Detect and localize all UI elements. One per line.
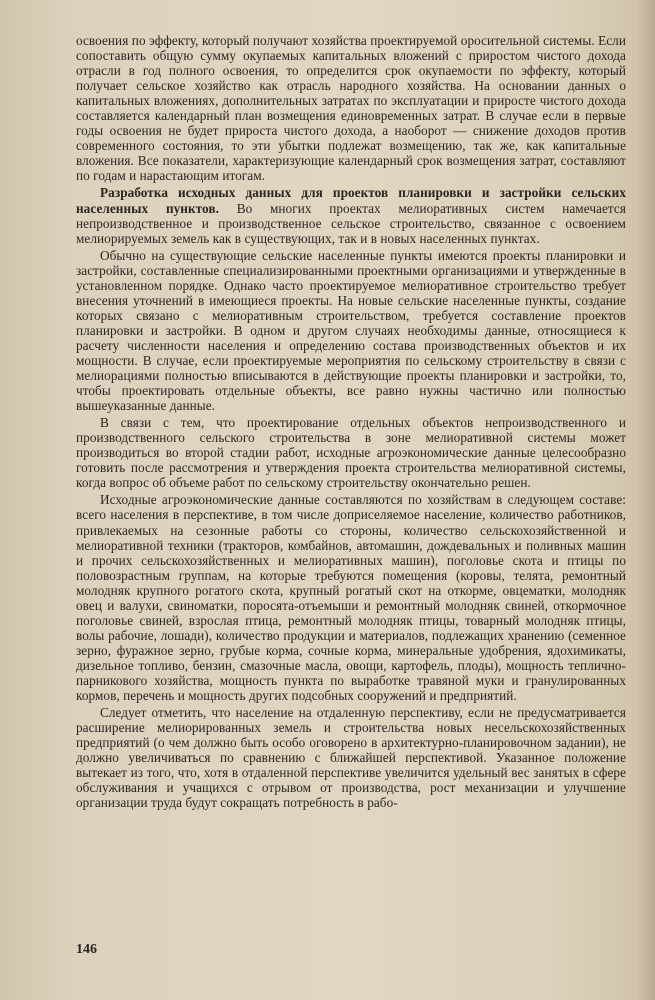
paragraph-5-text: Исходные агроэкономические данные составляются по хозяйствам в следующем составе: всего населения в перспективе, в том числе доприселяемое население, количество работников, привлекаемых на сезонные работы со стороны, количество сельскохозяйственной и мелиоративной техники (тракторов, комбайнов, автомашин, дождевальных и поливных машин и прочих сельскохозяйственных и мелиоративных машин), поголовье скота и птицы по половозрастным группам, на которые требуются помещения (коровы, телята, ремонтный молодняк крупного рогатого скота, крупный рогатый скот на откорме, овцематки, молодняк овец и валухи, свиноматки, поросята-отъемыши и ремонтный молодняк свиней, откормочное поголовье свиней, взрослая птица, ремонтный молодняк птицы, товарный молодняк птицы, волы рабочие, лошади), количество продукции и материалов, подлежащих хранению (семенное зерно, фуражное зерно, грубые корма, сочные корма, минеральные удобрения, ядохимикаты, дизельное топливо, бензин, смазочные масла, овощи, картофель, плоды), мощность теплично-парникового хозяйства, мощность пункта по выработке травяной муки и гранулированных кормов, перечень и мощность других подсобных сооружений и предприятий. bbox=[76, 492, 626, 704]
paragraph-4 bbox=[76, 415, 626, 490]
paragraph-3 bbox=[76, 248, 626, 414]
main-text-column bbox=[76, 33, 626, 810]
paragraph-5 bbox=[76, 492, 626, 703]
section-heading-planning-data: Разработка исходных данных для проектов планировки и застройки сельских населенных пунктов. bbox=[76, 185, 626, 216]
paragraph-2-text: Во многих проектах мелиоративных систем намечается непроизводственное и производственное сельское строительство, связанное с освоением мелиорируемых земель как в существующих, так и в новых населенных пунктах. bbox=[76, 200, 626, 246]
page-edge-shadow bbox=[637, 0, 655, 1000]
paragraph-1-text: освоения по эффекту, который получают хозяйства проектируемой оросительной системы. Если сопоставить общую сумму окупаемых капитальных вложений с приростом чистого дохода отрасли в год полного освоения, то определится срок окупаемости по эффекту, который получает сельское хозяйство как отрасль народного хозяйства. На основании данных о капитальных вложениях, дополнительных затратах по эксплуатации и приросте чистого дохода составляется календарный план возмещения единовременных затрат. В случае если в первые годы освоения не будет прироста чистого дохода, а наоборот — снижение доходов против современного состояния, то эти убытки подлежат возмещению, так же, как капитальные вложения. Все показатели, характеризующие календарный срок возмещения затрат, составляют по годам и нарастающим итогам. bbox=[76, 33, 626, 184]
paragraph-2 bbox=[76, 185, 626, 245]
paragraph-3-text: Обычно на существующие сельские населенные пункты имеются проекты планировки и застройки, составленные специализированными проектными организациями и утвержденные в установленном порядке. Однако часто проектируемое мелиоративное строительство требует внесения уточнений в имеющиеся проекты. На новые сельские населенные пункты, создание которых связано с мелиоративным строительством, требуется составление проектов планировки и застройки. В одном и другом случаях необходимы данные, относящиеся к расчету численности населения и определению состава производственных объектов и их мощности. В случае, если проектируемые мероприятия по сельскому строительству в связи с мелиорациями полностью вписываются в действующие проекты планировки и застройки, то, чтобы проектировать отдельные объекты, все равно нужны частично или полностью вышеуказанные данные. bbox=[76, 247, 626, 414]
paragraph-1 bbox=[76, 33, 626, 183]
paragraph-4-text: В связи с тем, что проектирование отдельных объектов непроизводственного и производственного сельского строительства в зоне мелиоративной системы может производиться во второй стадии работ, исходные агроэкономические данные целесообразно готовить после рассмотрения и утверждения проекта строительства мелиоративной системы, когда вопрос об объеме работ по сельскому строительству окончательно решен. bbox=[76, 415, 626, 491]
paragraph-6 bbox=[76, 705, 626, 810]
page-number: 146 bbox=[76, 942, 97, 957]
paragraph-6-text: Следует отметить, что население на отдаленную перспективу, если не предусматривается расширение мелиорированных земель и строительства новых несельскохозяйственных предприятий (о чем должно быть особо оговорено в архитектурно-планировочном задании), не должно увеличиваться по сравнению с ближайшей перспективой. Указанное положение вытекает из того, что, хотя в отдаленной перспективе увеличится удельный вес занятых в сфере обслуживания и учащихся с отрывом от производства, рост механизации и улучшение организации труда будут сокращать потребность в рабо- bbox=[76, 705, 626, 811]
